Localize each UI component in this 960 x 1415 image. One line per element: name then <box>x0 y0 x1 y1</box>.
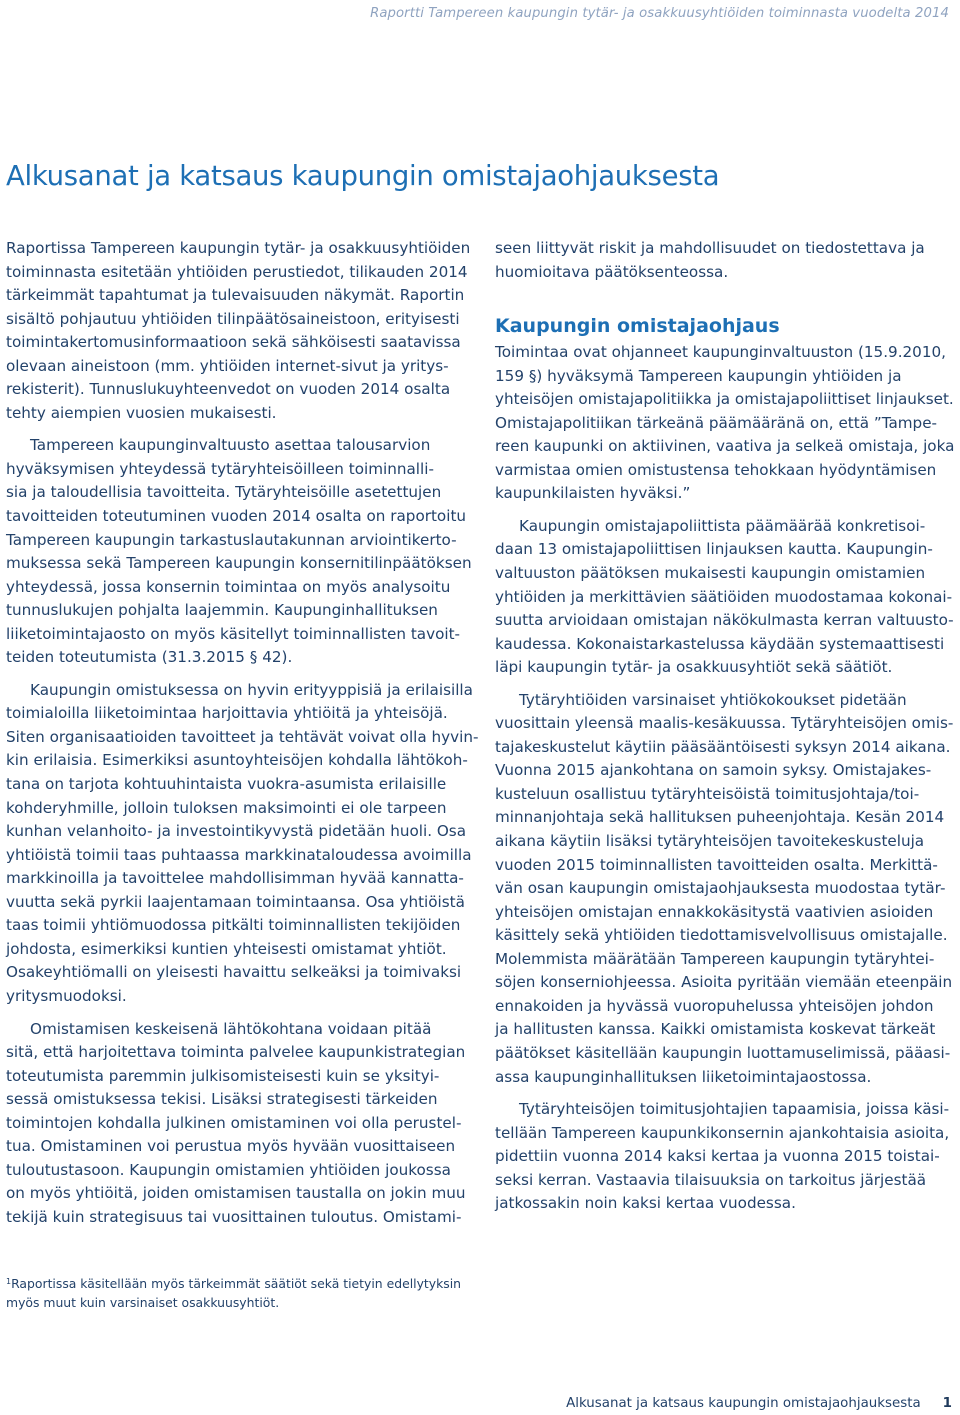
text-line: kin erilaisia. Esimerkiksi asuntoyhteisöjen kohdalla lähtökoh- <box>6 751 468 770</box>
text-line: Kaupungin omistuksessa on hyvin erityyppisiä ja erilaisilla <box>30 680 473 699</box>
text-line: Molemmista määrätään Tampereen kaupungin tytäryhtei- <box>495 949 935 968</box>
text-line: rekisterit). Tunnuslukuyhteenvedot on vuoden 2014 osalta <box>6 380 451 399</box>
paragraph-guidelines <box>495 515 954 680</box>
text-line: vän osan kaupungin omistajaohjauksesta muodostaa tytär- <box>495 879 946 898</box>
paragraph-strategy <box>6 1018 464 1230</box>
text-line: toimintojen kohdalla julkinen omistaminen voi olla perustel- <box>6 1113 462 1132</box>
text-line: seksi kerran. Vastaavia tilaisuuksia on tarkoitus järjestää <box>495 1170 927 1189</box>
text-line: minnanjohtaja sekä hallituksen puheenjohtaja. Kesän 2014 <box>495 808 945 827</box>
text-line: tehty aiempien vuosien mukaisesti. <box>6 403 277 422</box>
text-line: Omistamisen keskeisenä lähtökohtana voidaan pitää <box>30 1019 432 1038</box>
text-line: sia ja taloudellisia tavoitteita. Tytäryhteisöille asetettujen <box>6 483 442 502</box>
text-line: 159 §) hyväksymä Tampereen kaupungin yhtiöiden ja <box>495 366 902 385</box>
text-line: varmistaa omien omistustensa tehokkaan hyödyntämisen <box>495 460 937 479</box>
text-line: seen liittyvät riskit ja mahdollisuudet on tiedostettava ja <box>495 239 925 257</box>
text-line: vuoden 2015 toiminnallisten tavoitteiden osalta. Merkittä- <box>495 855 938 874</box>
text-line: jatkossakin noin kaksi kertaa vuodessa. <box>495 1194 796 1213</box>
text-line: kunhan velanhoito- ja investointikyvystä pidetään huoli. Osa <box>6 822 467 841</box>
text-line: sitä, että harjoitettava toiminta palvelee kaupunkistrategian <box>6 1043 466 1062</box>
text-line: tunnuslukujen pohjalta laajemmin. Kaupunginhallituksen <box>6 601 438 620</box>
text-line: läpi kaupungin tytär- ja osakkuusyhtiöt sekä säätiöt. <box>495 658 893 677</box>
text-line: tärkeimmät tapahtumat ja tulevaisuuden näkymät. Raportin <box>6 286 465 305</box>
text-line: valtuuston päätöksen mukaisesti kaupungin omistamien <box>495 564 926 583</box>
footnote-marker: 1 <box>6 1277 12 1286</box>
paragraph-goals <box>6 434 472 669</box>
text-line: aikana käytiin lisäksi tytäryhteisöjen tavoitekeskusteluja <box>495 832 925 851</box>
paragraph-ownership <box>6 679 479 1009</box>
right-column <box>495 237 955 1216</box>
text-line: Tytäryhtiöiden varsinaiset yhtiökokoukset pidetään <box>519 690 907 709</box>
left-column <box>6 237 479 1229</box>
text-line: toteutumista paremmin julkisomisteisesti kuin se yksityi- <box>6 1066 440 1085</box>
text-line: Vuonna 2015 ajankohtana on samoin syksy. Omistajakes- <box>495 761 932 780</box>
text-line: muksessa sekä Tampereen kaupungin konsernitilinpäätöksen <box>6 554 472 573</box>
text-line: toimintakertomusinformaatioon sekä sähköisesti saatavissa <box>6 333 461 352</box>
text-line: teiden toteutumista (31.3.2015 § 42). <box>6 648 293 667</box>
paragraph-policy <box>495 341 955 506</box>
paragraph-ceo-meetings <box>495 1098 950 1216</box>
text-line: tavoitteiden toteutuminen vuoden 2014 osalta on raportoitu <box>6 507 467 526</box>
text-line: kusteluun osallistuu tytäryhteisöistä toimitusjohtaja/toi- <box>495 784 920 803</box>
text-line: hyväksymisen yhteydessä tytäryhteisöilleen toiminnalli- <box>6 459 434 478</box>
text-line: Toimintaa ovat ohjanneet kaupunginvaltuuston (15.9.2010, <box>495 343 946 362</box>
text-line: yhtiöiden ja merkittävien säätiöiden muodostamaa kokonai- <box>495 587 953 606</box>
text-line: yhteisöjen omistajan ennakkokäsitystä vaativien asioiden <box>495 902 934 921</box>
text-line: Omistajapolitiikan tärkeänä päämääränä on, että ”Tampe- <box>495 413 938 432</box>
section-heading: Kaupungin omistajaohjaus <box>495 315 780 338</box>
text-line: ja hallitusten kanssa. Kaikki omistamista koskevat tärkeät <box>495 1020 936 1039</box>
text-line: johdosta, esimerkiksi kuntien yhteisesti omistamat yhtiöt. <box>6 939 447 958</box>
text-line: käsittely sekä yhtiöiden tiedottamisvelvollisuus omistajalle. <box>495 926 948 945</box>
footnote <box>6 1275 486 1312</box>
text-line: sisältö pohjautuu yhtiöiden tilinpäätösaineistoon, erityisesti <box>6 309 460 328</box>
running-header: Raportti Tampereen kaupungin tytär- ja osakkuusyhtiöiden toiminnasta vuodelta 2014 <box>370 6 949 21</box>
text-line: pidettiin vuonna 2014 kaksi kertaa ja vuonna 2015 toistai- <box>495 1147 940 1166</box>
text-line: Kaupungin omistajapoliittista päämäärää konkretisoi- <box>519 516 926 535</box>
text-line: söjen konserniohjeessa. Asioita pyritään viemään eteenpäin <box>495 973 953 992</box>
text-line: toimialoilla liiketoimintaa harjoittavia yhtiöitä ja yhteisöjä. <box>6 704 448 723</box>
paragraph-continued <box>495 237 947 284</box>
text-line: yhteydessä, jossa konsernin toimintaa on myös analysoitu <box>6 577 451 596</box>
text-line: liiketoimintajaosto on myös käsitellyt toiminnallisten tavoit- <box>6 624 461 643</box>
text-line: markkinoilla ja tavoittelee mahdollisimman hyvää kannatta- <box>6 869 464 888</box>
page-number: 1 <box>942 1396 952 1411</box>
text-line: tuloutustasoon. Kaupungin omistamien yhtiöiden joukossa <box>6 1160 451 1179</box>
text-line: tellään Tampereen kaupunkikonsernin ajankohtaisia asioita, <box>495 1123 950 1142</box>
text-line: assa kaupunginhallituksen liiketoimintajaostossa. <box>495 1067 872 1086</box>
text-line: Osakeyhtiömalli on yleisesti havaittu selkeäksi ja toimivaksi <box>6 963 462 982</box>
text-line: huomioitava päätöksenteossa. <box>495 262 729 281</box>
text-line: yhtiöistä toimii taas puhtaassa markkinataloudessa avoimilla <box>6 845 472 864</box>
text-line: Tytäryhteisöjen toimitusjohtajien tapaamisia, joissa käsi- <box>519 1100 950 1119</box>
text-line: tana on tarjota kohtuuhintaista vuokra-asumista erilaisille <box>6 775 447 794</box>
text-line: reen kaupunki on aktiivinen, vaativa ja selkeä omistaja, joka <box>495 437 955 456</box>
text-line: Tampereen kaupunginvaltuusto asettaa talousarvion <box>30 436 431 455</box>
text-line: yritysmuodoksi. <box>6 986 127 1005</box>
text-line: tua. Omistaminen voi perustua myös hyvään vuosittaiseen <box>6 1137 456 1156</box>
text-line: yhteisöjen omistajapolitiikka ja omistajapoliittiset linjaukset. <box>495 390 954 409</box>
text-line: Raportissa Tampereen kaupungin tytär- ja osakkuusyhtiöiden <box>6 239 471 257</box>
text-line: tekijä kuin strategisuus tai vuosittainen tuloutus. Omistami- <box>6 1207 462 1226</box>
footnote-line: myös muut kuin varsinaiset osakkuusyhtiöt. <box>6 1294 280 1310</box>
text-line: päätökset käsitellään kaupungin luottamuselimissä, pääasi- <box>495 1043 951 1062</box>
text-line: daan 13 omistajapoliittisen linjauksen kautta. Kaupungin- <box>495 540 933 559</box>
text-line: sessä omistuksessa tekisi. Lisäksi strategisesti tärkeiden <box>6 1090 438 1109</box>
text-line: Siten organisaatioiden tavoitteet ja tehtävät voivat olla hyvin- <box>6 727 479 746</box>
page-footer <box>566 1396 952 1411</box>
text-line: toiminnasta esitetään yhtiöiden perustiedot, tilikauden 2014 <box>6 262 468 281</box>
paragraph-meetings <box>495 689 954 1089</box>
paragraph-intro <box>6 237 471 425</box>
text-line: kaudessa. Kokonaistarkastelussa käydään systemaattisesti <box>495 634 945 653</box>
text-line: vuosittain yleensä maalis-kesäkuussa. Tytäryhteisöjen omis- <box>495 714 954 733</box>
text-line: kaupunkilaisten hyväksi.” <box>495 484 691 503</box>
text-line: Tampereen kaupungin tarkastuslautakunnan arviointikerto- <box>6 530 457 549</box>
text-line: suutta arvioidaan omistajan näkökulmasta kerran valtuusto- <box>495 611 954 630</box>
footnote-line <box>6 1275 486 1294</box>
footer-section-title: Alkusanat ja katsaus kaupungin omistajaohjauksesta <box>566 1396 921 1411</box>
text-line: ennakoiden ja hyvässä vuoropuhelussa yhteisöjen johdon <box>495 996 934 1015</box>
text-line: taas toimii yhtiömuodossa pitkälti toiminnallisten tekijöiden <box>6 916 461 935</box>
text-line: tajakeskustelut käytiin pääsääntöisesti syksyn 2014 aikana. <box>495 737 951 756</box>
text-line: kohderyhmille, jolloin tuloksen maksimointi ei ole tarpeen <box>6 798 447 817</box>
text-line: olevaan aineistoon (mm. yhtiöiden internet-sivut ja yritys- <box>6 356 449 375</box>
text-line: on myös yhtiöitä, joiden omistamisen taustalla on jokin muu <box>6 1184 466 1203</box>
text-line: vuutta sekä pyrkii laajentamaan toimintaansa. Osa yhtiöistä <box>6 892 465 911</box>
page-title: Alkusanat ja katsaus kaupungin omistajaohjauksesta <box>6 160 720 192</box>
footnote-text: Raportissa käsitellään myös tärkeimmät säätiöt sekä tietyin edellytyksin <box>11 1276 462 1291</box>
